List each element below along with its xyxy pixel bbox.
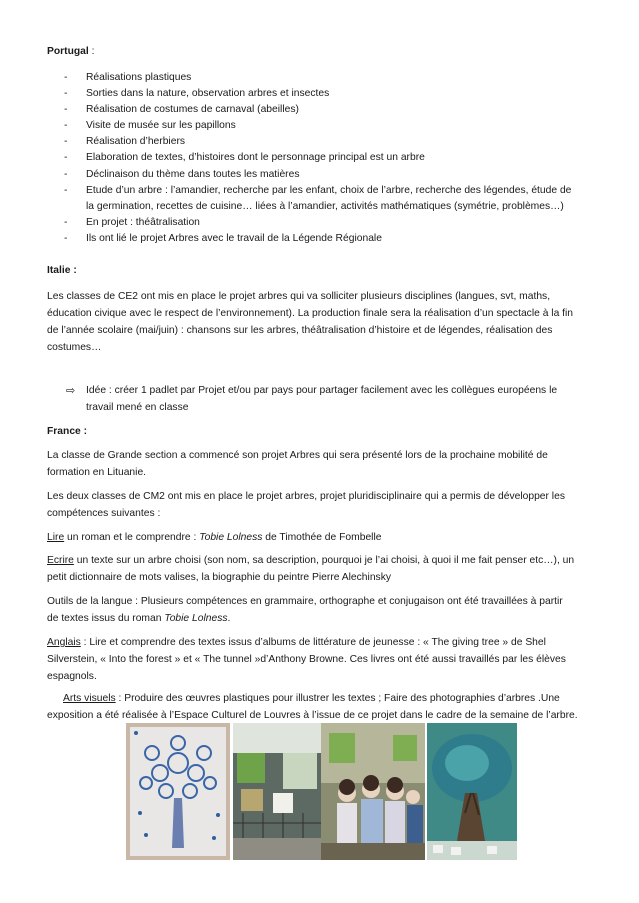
list-item: - Déclinaison du thème dans toutes les matières [64, 168, 300, 180]
italie-line-4: costumes… [47, 342, 102, 353]
anglais-line-1: Anglais : Lire et comprendre des textes issus d’albums de littérature de jeunesse : « The giving tree » de Shel [47, 637, 546, 648]
outils-line-1: Outils de la langue : Plusieurs compétences en grammaire, orthographe et conjugaison ont été travaillées à partir [47, 596, 563, 607]
arts-label: Arts visuels [63, 693, 116, 704]
italie-line-1: Les classes de CE2 ont mis en place le projet arbres qui va solliciter plusieurs disciplines (langues, svt, maths, [47, 291, 551, 302]
ecrire-label: Ecrire [47, 555, 74, 566]
list-item: - Etude d’un arbre : l’amandier, recherche par les enfant, choix de l’arbre, recherche des légendes, étude de la germination, recettes de cuisine… liées à l’amandier, activités mathématiques (symétrie, problèmes…) [64, 184, 572, 212]
list-item: - Réalisations plastiques [64, 72, 192, 83]
france-p1-line-2: formation en Lituanie. [47, 467, 147, 478]
outils-line-2: de textes issus du roman Tobie Lolness. [47, 613, 231, 624]
portugal-heading: Portugal : [47, 46, 95, 57]
italie-line-3: de l’année scolaire (mai/juin) : chansons sur les arbres, théâtralisation d’histoire et de légendes, réalisation des [47, 325, 553, 336]
lire-label: Lire [47, 532, 65, 543]
idee-line-1: Idée : créer 1 padlet par Projet et/ou par pays pour partager facilement avec les collègues européens le [86, 385, 558, 396]
ecrire-line-2: petit dictionnaire de mots valises, la biographie du peintre Pierre Alechinsky [47, 572, 391, 583]
arts-line-1: Arts visuels : Produire des œuvres plastiques pour illustrer les textes ; Faire des photographies d’arbres .Une [63, 693, 560, 704]
list-item: - Visite de musée sur les papillons [64, 120, 236, 132]
list-item: - Elaboration de textes, d’histoires dont le personnage principal est un arbre [64, 152, 425, 164]
idee-line-2: travail mené en classe [86, 402, 189, 413]
france-p2-line-1: Les deux classes de CM2 ont mis en place le projet arbres, projet pluridisciplinaire qui a permis de développer les [47, 491, 565, 502]
list-item: - Réalisation d’herbiers [64, 136, 186, 148]
list-item: - Réalisation de costumes de carnaval (abeilles) [64, 104, 299, 116]
france-p2-line-2: compétences suivantes : [47, 508, 161, 519]
lire-line: Lire un roman et le comprendre : Tobie Lolness de Timothée de Fombelle [47, 532, 382, 543]
portugal-list [64, 70, 624, 247]
ecrire-line-1: Ecrire un texte sur un arbre choisi (son nom, sa description, pourquoi je l’ai choisi, à quoi il me fait penser etc…), un [47, 555, 575, 566]
photo-children-group [321, 723, 425, 860]
arts-line-2: exposition a été réalisée à l’Espace Culturel de Louvres à l’issue de ce projet dans le cadre de la semaine de l’arbre. [47, 710, 578, 721]
anglais-line-2: Silverstein, « Into the forest » et « The tunnel »d’Anthony Browne. Ces livres ont été aussi travaillés par les élèves [47, 654, 566, 665]
book-title: Tobie Lolness [199, 532, 263, 543]
france-p1-line-1: La classe de Grande section a commencé son projet Arbres qui sera présenté lors de la prochaine mobilité de [47, 450, 548, 461]
photo-tree-artwork-1 [126, 723, 230, 860]
anglais-label: Anglais [47, 637, 81, 648]
photo-tree-artwork-2 [427, 723, 517, 860]
list-item: - En projet : théâtralisation [64, 216, 200, 228]
italie-heading: Italie : [47, 265, 77, 276]
france-heading: France : [47, 426, 88, 437]
anglais-line-3: espagnols. [47, 671, 97, 682]
photo-exhibition-hall [233, 723, 321, 860]
arrow-icon: ⇨ [66, 385, 76, 397]
list-item: - Ils ont lié le projet Arbres avec le travail de la Légende Régionale [64, 232, 382, 244]
list-item: - Sorties dans la nature, observation arbres et insectes [64, 88, 330, 100]
italie-line-2: éducation civique avec le respect de l’environnement). La production finale sera la réalisation d’un spectacle à la fin [47, 308, 574, 319]
